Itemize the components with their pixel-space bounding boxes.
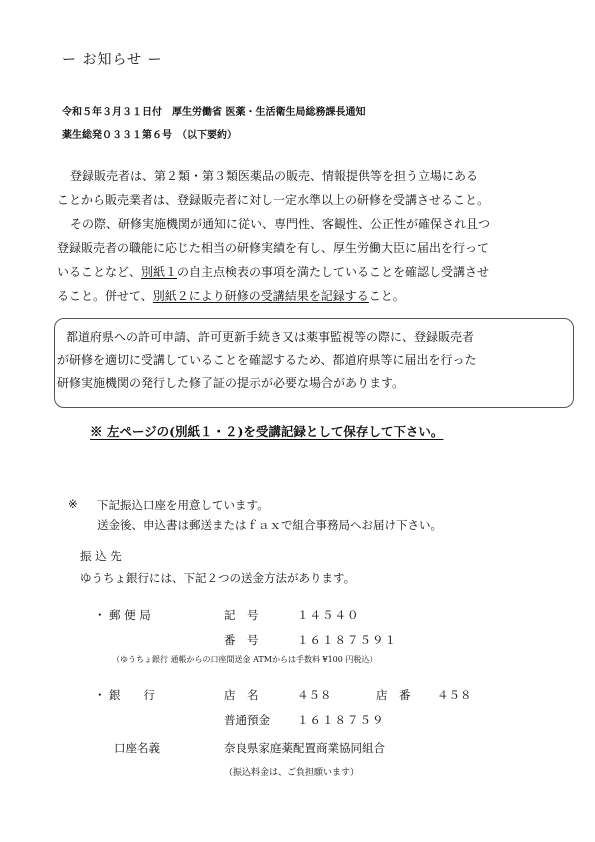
paragraph2-line3-pre: いることなど、 [57,265,142,279]
paragraph2-line4-post: こと。 [368,289,405,303]
paragraph2-line3-post: の自主点検表の事項を満たしていることを確認し受講させ [177,265,490,279]
postal-label: 郵 便 局 [109,608,151,622]
transfer-heading: 振 込 先 [80,549,122,563]
transfer-mark: ※ [68,497,78,511]
bank-label: 銀 行 [109,688,155,702]
bank-store-name-label: 店 名 [224,688,259,702]
paragraph2-line1: その際、研修実施機関が通知に従い、専門性、客観性、公正性が確保され且つ [70,217,491,231]
postal-bullet: ・ [94,608,106,622]
paragraph2-line4 [57,284,405,308]
postal-kigo-value: １４５４０ [297,608,360,622]
paragraph1-line2: ことから販売業者は、登録販売者に対し一定水準以上の研修を受講させること。 [57,193,490,207]
box-line3: 研修実施機関の発行した修了証の提示が必要な場合があります。 [57,376,405,390]
box-line2: が研修を適切に受講していることを確認するため、都道府県等に届出を行った [57,353,477,367]
paragraph1-line1: 登録販売者は、第２類・第３類医薬品の販売、情報提供等を担う立場にある [70,169,479,183]
account-holder-name: 奈良県家庭薬配置商業協同組合 [224,741,385,755]
notice-source-line: 令和５年３月３１日付 厚生労働省 医薬・生活衛生局総務課長通知 [62,107,366,118]
paragraph2-line3 [57,260,489,284]
bank-bullet: ・ [94,688,106,702]
transfer-line1: 下記振込口座を用意しています。 [97,498,269,512]
attachment2-reference: 別紙２により研修の受講結果を記録する [152,289,369,303]
box-line1: 都道府県への許可申請、許可更新手続き又は薬事監視等の際に、登録販売者 [66,330,475,344]
page-title: ー お知らせ ー [62,52,163,68]
attachment1-reference: 別紙１ [141,265,178,279]
bank-account-number: １６１８７５９ [297,713,385,727]
paragraph2-line2: 登録販売者の職能に応じた相当の研修実績を有し、厚生労働大臣に届出を行って [57,241,490,255]
bank-store-name-value: ４５８ [297,688,332,702]
postal-bango-value: １６１８７５９１ [297,633,397,647]
transfer-intro: ゆうちょ銀行には、下記２つの送金方法があります。 [80,571,356,585]
bank-account-type: 普通預金 [224,713,270,727]
save-record-notice: ※ 左ページの(別紙１・２)を受講記録として保存して下さい。 [90,424,444,439]
notice-number-line: 薬生総発０３３１第６号 （以下要約） [62,130,237,141]
postal-kigo-label: 記 号 [224,608,259,622]
account-holder-label: 口座名義 [114,741,160,755]
postal-fee-note: （ゆうちょ銀行 通帳からの口座間送金 ATMからは手数料 ¥100 円税込） [112,655,378,664]
paragraph2-line4-pre: ること。併せて、 [57,289,153,303]
postal-bango-label: 番 号 [224,633,259,647]
transfer-line2: 送金後、申込書は郵送またはｆａｘで組合事務局へお届け下さい。 [97,518,442,532]
bank-store-no-value: ４５８ [437,688,472,702]
bank-store-no-label: 店 番 [376,688,411,702]
transfer-fee-note: （振込料金は、ご負担願います） [224,768,360,778]
